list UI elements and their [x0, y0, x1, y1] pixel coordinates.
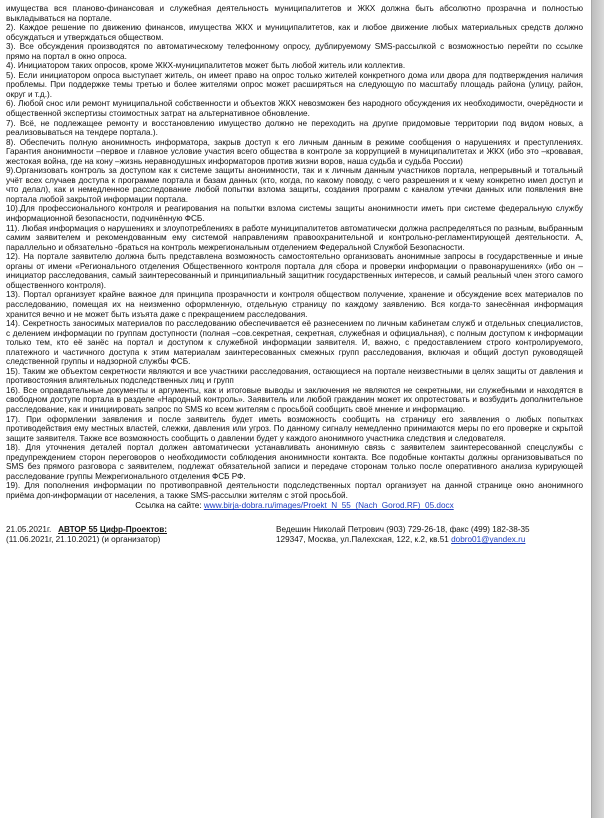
paragraph-2: 2). Каждое решение по движению финансов, имущества ЖКХ и муниципалитетов, как и любое движение любых материальных средств должно обсуждаться и утверждаться обществом.	[6, 23, 583, 42]
author-address-row	[276, 535, 583, 545]
site-link-prefix: Ссылка на сайте:	[135, 501, 202, 511]
paragraph-4: 4). Инициатором таких опросов, кроме ЖКХ-муниципалитетов может быть любой житель или коллектив.	[6, 61, 406, 71]
page-shadow	[592, 0, 604, 818]
signature-left	[6, 525, 276, 545]
signature-block	[6, 525, 583, 545]
paragraph-3: 3). Все обсуждения производятся по автоматическому телефонному опросу, дублируемому SMS-рассылкой с возможностью перейти по ссылке прямо на портал в окно опроса.	[6, 42, 583, 61]
paragraph-7: 7). Всё, не подлежащее ремонту и восстановлению имущество должно не переходить на другие придомовые территории под видом новых, а реализовываться на тендере портала.).	[6, 118, 583, 138]
paragraph-19: 19). Для пополнения информации по противоправной деятельности подследственных портал организует на данной странице окно анонимного приёма доп-информации от населения, а также SMS-рассылки жителям с этой просьбой.	[6, 481, 583, 500]
paragraph-18: 18). Для уточнения деталей портал должен автоматически устанавливать анонимную связь с заявителем заинтересованной спецслужбы с предупреждением сторон переговоров о необходимости соблюдения анонимности контакта. Все подобные контакты должны организовываться по SMS без прямого разговора с заявителем, подлежат обязательной записи и передаче сторонам только после оперативного анализа курирующей расследование группы Межрегионального отделения ФСБ РФ.	[6, 443, 583, 481]
paragraph-17: 17). При оформлении заявления и после заявитель будет иметь возможность сообщить на страницу его заявления о любых попытках противодействия ему местных властей, слежки, давления или угроз. По данному сигналу немедленно принимаются меры по его проверке и скрытой защите заявителя. Также все возможность сообщить о давлении будет у каждого анонимного участника следствия и следователя.	[6, 414, 583, 443]
paragraph-12: 12). На портале заявителю должна быть представлена возможность самостоятельно организовать анонимные запросы в государственные и иные органы от имени «Регионального отделения Общественного контроля портала для сбора и проверки информации о правонарушениях» (ибо он –инициатор расследования, самый заинтересованный и принципиальный защитник государственных интересов, и самый реальный член этого самого общественного контроля).	[6, 252, 583, 290]
signature-date: 21.05.2021г.	[6, 525, 52, 535]
paragraph-11: 11). Любая информация о нарушениях и злоупотреблениях в работе муниципалитетов автоматически должна распределяться по разным, выбранным самим заявителем и рекомендованным ему системой направлениям правоохранительной и контрольно-регламентирующей деятельности. А, параллельно и обязательно -браться на контроль межрегиональным отделением Федеральной Службой Безопасности.	[6, 223, 583, 252]
paragraph-13: 13). Портал организует крайне важное для принципа прозрачности и контроля обществом получение, хранение и обсуждение всех материалов по расследованию, помещая их на неизменно оформленную, отдельную страницу по каждому заявлению. Вся когда-то занесённая информация хранится вечно и не может быть изъята даже с прекращением расследования.	[6, 290, 583, 319]
author-label: АВТОР 55 Цифр-Проектов:	[58, 525, 167, 535]
paragraph-14: 14). Секретность заносимых материалов по расследованию обеспечивается её разнесением по личным кабинетам служб и отдельных специалистов, с делением информации по группам доступности (полная –сов.секретная, секретная, служебная и официальная), с полным доступом к информации только тем, кто её занёс на портал и доступом к служебной информации заявителя. И, важно, с предоставлением строго контролируемого, платежного и частичного доступа к этим материалам заинтересованных смежных групп расследования, включая и общий доступ руководящей следственной группы и надзорной службы ФСБ.	[6, 319, 583, 367]
paragraph-16: 16). Все оправдательные документы и аргументы, как и итоговые выводы и заключения не являются не секретными, ни служебными и находятся в свободном доступе портала в разделе «Народный контроль». Заявитель или любой гражданин может их опротестовать и возбудить дополнительное расследование, как и инициировать запрос по SMS ко всем жителям с просьбой сообщить своё мнение и информацию.	[6, 385, 583, 414]
paragraph-15: 15). Таким же объектом секретности являются и все участники расследования, остающиеся на портале неизвестными в целях защиты от давления и противостояния влиятельных подследственных лиц и групп	[6, 366, 583, 386]
paragraph-10: 10).Для профессионального контроля и реагирования на попытки взлома системы защиты анонимности иметь при системе федеральную службу информационной безопасности, подчинённую ФСБ.	[6, 204, 583, 224]
paragraph-9: 9).Организовать контроль за доступом как к системе защиты анонимности, так и к личным данным участников портала, непрерывный и тотальный учёт всех случаев доступа к программе портала и базам данных (кто, когда, по какому поводу, с чего разрешения и к чему конкретно имел доступ и что делал), как и немедленное расследование любой попытки взлома защиты, создания программ с каналом утечки данных или появления вне портала любой закрытой информации портала.	[6, 166, 583, 204]
signature-dates: (11.06.2021г, 21.10.2021) (и организатор)	[6, 535, 161, 545]
site-link[interactable]: www.birja-dobra.ru/images/Proekt_N_55_(Nach_Gorod.RF)_05.docx	[203, 501, 454, 511]
author-contact: Ведешин Николай Петрович (903) 729-26-18, факс (499) 182-38-35	[276, 525, 530, 535]
document-body	[6, 4, 583, 500]
paragraph-5: 5). Если инициатором опроса выступает житель, он имеет право на опрос только жителей конкретного дома или двора для подтверждения наличия проблемы. При поддержке темы третью и более жителями опрос может расширяться на следующую по масштабу площадь района (улицу, район, округ и т.д.).	[6, 70, 583, 99]
paragraph-8: 8). Обеспечить полную анонимность информатора, закрыв доступ к его личным данным в режиме сообщения о нарушениях и преступлениях. Гарантия анонимности –первое и главное условие участия всего общества в контроле за коррупцией в муниципалитетах и ЖКХ (ибо это –кровавая, жестокая война, где на кону –жизнь неравнодушных информаторов против жизни воров, наша судьба и судьба России)	[6, 137, 583, 166]
paragraph-6: 6). Любой снос или ремонт муниципальной собственности и объектов ЖКХ невозможен без народного обсуждения их необходимости, очерёдности и общественной экспертизы стоимостных затрат на альтернативное обновление.	[6, 99, 583, 119]
paragraph-intro: имущества вся планово-финансовая и служебная деятельность муниципалитетов и ЖКХ должна быть абсолютно прозрачна и полностью выкладываться на портале.	[6, 4, 583, 23]
site-link-line	[6, 501, 583, 511]
signature-right	[276, 525, 583, 545]
signature-date-row	[6, 525, 276, 535]
author-address: 129347, Москва, ул.Палехская, 122, к.2, кв.51	[276, 535, 449, 545]
author-email-link[interactable]: dobro01@yandex.ru	[451, 535, 526, 545]
